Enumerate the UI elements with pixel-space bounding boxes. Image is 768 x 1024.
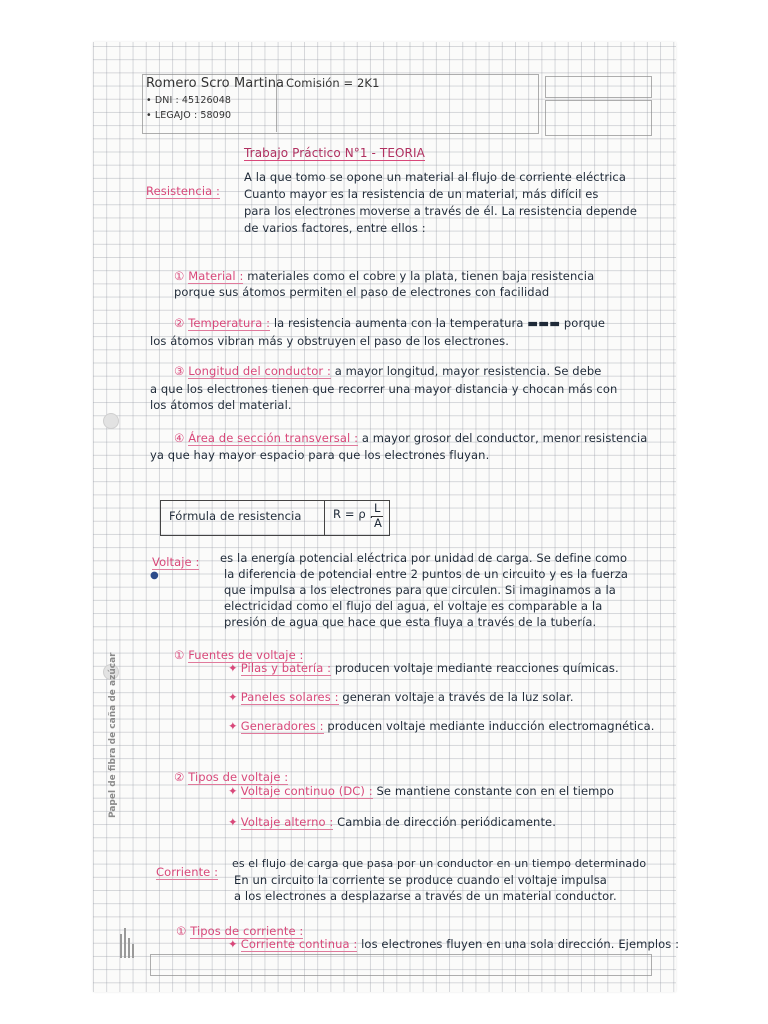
corriente-def-1: es el flujo de carga que pasa por un conductor en un tiempo determinado [232,857,647,870]
voltaje-def-5: presión de agua que hace que esta fluya a través de la tubería. [224,615,597,629]
factor-2-text-2: los átomos vibran más y obstruyen el paso de los electrones. [150,334,509,348]
tipos-voltaje-title: Tipos de voltaje : [188,770,289,784]
factor-2-text: la resistencia aumenta con la temperatura ▬▬▬ porque [273,316,606,330]
resistencia-def-3: para los electrones moverse a través de él. La resistencia depende [244,204,637,218]
voltaje-heading: Voltaje : [152,555,200,569]
corriente-continua [228,937,679,951]
factor-4-text: a mayor grosor del conductor, menor resistencia [361,431,648,445]
voltaje-def-3: que impulsa a los electrones para que circulen. Si imaginamos a la [224,583,616,597]
star-icon: ✦ [228,815,238,829]
tipos-voltaje-number: ② [174,770,185,784]
commission: Comisión = 2K1 [286,76,380,90]
star-icon: ✦ [228,661,238,675]
factor-3-number: ③ [174,364,185,378]
header-box-small-2 [545,100,652,136]
ac-text: Cambia de dirección periódicamente. [337,815,556,829]
factor-1-number: ① [174,269,185,283]
legajo: • LEGAJO : 58090 [146,110,232,121]
factor-temperatura [174,316,605,330]
paper-logo [118,928,138,958]
formula-label: Fórmula de resistencia [169,509,302,523]
corriente-def-2: En un circuito la corriente se produce cuando el voltaje impulsa [234,873,607,887]
corriente-def-3: a los electrones a desplazarse a través de un material conductor. [234,889,617,903]
factor-3-text: a mayor longitud, mayor resistencia. Se debe [334,364,602,378]
voltaje-dc [228,784,614,798]
star-icon: ✦ [228,690,238,704]
star-icon: ✦ [228,937,238,951]
fuente-paneles [228,690,574,704]
cc-text: los electrones fluyen en una sola dirección. Ejemplos : [361,937,680,951]
resistencia-def-4: de varios factores, entre ellos : [244,221,426,235]
paneles-label: Paneles solares : [240,690,339,704]
fuentes-number: ① [174,648,185,662]
voltaje-def-4: electricidad como el flujo del agua, el voltaje es comparable a la [224,599,603,613]
dni: • DNI : 45126048 [146,95,232,106]
binder-hole-top [103,413,119,429]
ac-label: Voltaje alterno : [240,815,334,829]
fuentes-heading [174,648,303,662]
bullet-dot: ● [150,570,159,581]
dc-label: Voltaje continuo (DC) : [240,784,373,798]
generadores-label: Generadores : [240,719,324,733]
footer-box [150,954,652,976]
tipos-corriente-number: ① [176,924,187,938]
fuente-pilas [228,661,619,675]
formula-box [160,500,390,536]
voltaje-def-1: es la energía potencial eléctrica por unidad de carga. Se define como [220,551,628,565]
resistencia-def-2: Cuanto mayor es la resistencia de un material, más difícil es [244,187,599,201]
dc-text: Se mantiene constante con en el tiempo [376,784,614,798]
tipos-corriente-title: Tipos de corriente : [190,924,304,938]
factor-3-text-2: a que los electrones tienen que recorrer una mayor distancia y chocan más con [150,382,618,396]
header-box-small-1 [545,76,652,98]
resistencia-def-1: A la que tomo se opone un material al flujo de corriente eléctrica [244,170,627,184]
factor-2-title: Temperatura : [188,316,271,330]
formula-divider [324,501,325,535]
voltaje-ac [228,815,556,829]
fuentes-title: Fuentes de voltaje : [188,648,304,662]
factor-longitud [174,364,601,378]
formula-lhs: R = ρ . [333,507,374,521]
factor-1-title: Material : [188,269,244,283]
star-icon: ✦ [228,784,238,798]
page-title: Trabajo Práctico N°1 - TEORIA [244,146,425,160]
voltaje-def-2: la diferencia de potencial entre 2 puntos de un circuito y es la fuerza [224,567,629,581]
factor-4-text-2: ya que hay mayor espacio para que los electrones fluyan. [150,448,490,462]
factor-material [174,269,594,283]
paper-brand-watermark: Papel de fibra de caña de azúcar [108,652,118,818]
pilas-label: Pilas y batería : [240,661,332,675]
pilas-text: producen voltaje mediante reacciones químicas. [334,661,619,675]
generadores-text: producen voltaje mediante inducción electromagnética. [327,719,655,733]
factor-4-number: ④ [174,431,185,445]
formula-numerator: L [374,501,381,515]
paneles-text: generan voltaje a través de la luz solar. [342,690,574,704]
factor-area [174,431,647,445]
star-icon: ✦ [228,719,238,733]
factor-4-title: Área de sección transversal : [188,431,359,445]
corriente-heading: Corriente : [156,865,219,879]
resistencia-heading: Resistencia : [146,184,220,198]
cc-label: Corriente continua : [240,937,358,951]
student-name: Romero Scro Martina [146,76,285,91]
fuente-generadores [228,719,655,733]
tipos-corriente-heading [176,924,303,938]
factor-3-text-3: los átomos del material. [150,398,292,412]
formula-denominator: A [374,516,382,530]
factor-1-text: materiales como el cobre y la plata, tienen baja resistencia [247,269,595,283]
factor-3-title: Longitud del conductor : [188,364,331,378]
tipos-voltaje-heading [174,770,288,784]
factor-1-text-2: porque sus átomos permiten el paso de electrones con facilidad [174,285,550,299]
factor-2-number: ② [174,316,185,330]
